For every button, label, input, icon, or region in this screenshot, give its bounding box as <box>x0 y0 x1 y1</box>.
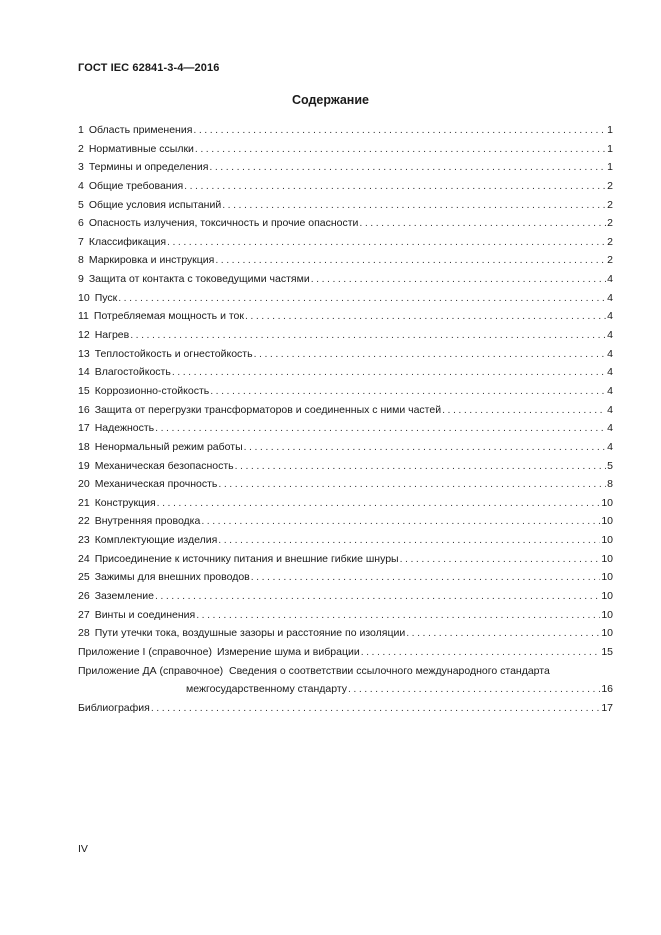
leader-dots <box>118 289 606 308</box>
leader-dots <box>311 270 606 289</box>
toc-items <box>78 121 613 643</box>
toc-item[interactable] <box>78 251 613 270</box>
toc-item[interactable] <box>78 606 613 625</box>
toc-item[interactable] <box>78 214 613 233</box>
leader-dots <box>348 680 600 699</box>
section-title: Пути утечки тока, воздушные зазоры и расстояние по изоляции <box>94 627 406 640</box>
section-title: Пуск <box>94 291 118 304</box>
leader-dots <box>235 457 607 476</box>
section-title: Комплектующие изделия <box>94 534 218 547</box>
section-title: Маркировка и инструкция <box>88 254 215 267</box>
section-title: Коррозионно-стойкость <box>94 384 210 397</box>
section-number: 3 <box>78 161 84 174</box>
section-title: Область применения <box>88 124 193 136</box>
leader-dots <box>361 643 601 662</box>
page-ref: 4 <box>607 347 613 360</box>
toc-item[interactable] <box>78 307 613 326</box>
section-number: 25 <box>78 571 90 584</box>
page-ref: 10 <box>601 608 613 621</box>
section-title: Общие условия испытаний <box>88 198 222 211</box>
section-number: 9 <box>78 273 84 286</box>
leader-dots <box>201 512 600 531</box>
leader-dots <box>406 624 600 643</box>
page-ref: 4 <box>607 422 613 435</box>
page-number: IV <box>78 843 88 855</box>
page-ref: 10 <box>601 534 613 547</box>
toc-item[interactable] <box>78 568 613 587</box>
annex-title-line2: межгосударственному стандарту <box>186 683 347 696</box>
leader-dots <box>157 494 601 513</box>
page-ref: 4 <box>607 329 613 342</box>
leader-dots <box>172 363 606 382</box>
leader-dots <box>254 345 607 364</box>
section-number: 15 <box>78 384 90 397</box>
section-number: 4 <box>78 179 84 192</box>
section-number: 22 <box>78 515 90 528</box>
section-number: 18 <box>78 440 90 453</box>
annex-label: Приложение I (справочное) <box>78 645 212 658</box>
section-number: 27 <box>78 608 90 621</box>
leader-dots <box>218 531 600 550</box>
toc-item[interactable] <box>78 158 613 177</box>
section-title: Нормативные ссылки <box>88 142 194 155</box>
leader-dots <box>155 587 600 606</box>
toc-item[interactable] <box>78 177 613 196</box>
section-title: Присоединение к источнику питания и внешние гибкие шнуры <box>94 552 399 565</box>
page-ref: 17 <box>601 701 613 714</box>
section-title: Механическая безопасность <box>94 459 234 472</box>
leader-dots <box>245 307 606 326</box>
leader-dots <box>130 326 606 345</box>
toc-title: Содержание <box>291 93 369 107</box>
toc-item[interactable] <box>78 419 613 438</box>
toc-item[interactable] <box>78 363 613 382</box>
toc-annex-da[interactable] <box>78 662 613 699</box>
leader-dots <box>196 606 600 625</box>
section-number: 20 <box>78 478 90 491</box>
section-title: Термины и определения <box>88 161 209 174</box>
page-ref: 10 <box>601 552 613 565</box>
page-ref: 1 <box>607 124 613 136</box>
leader-dots <box>218 475 606 494</box>
toc-item[interactable] <box>78 494 613 513</box>
section-number: 13 <box>78 347 90 360</box>
toc-item[interactable] <box>78 233 613 252</box>
toc-item[interactable] <box>78 550 613 569</box>
section-title: Конструкция <box>94 496 156 509</box>
page-ref: 2 <box>607 254 613 267</box>
toc-item[interactable] <box>78 512 613 531</box>
toc-item[interactable] <box>78 270 613 289</box>
page-ref: 1 <box>607 142 613 155</box>
page-ref: 1 <box>607 161 613 174</box>
toc-item[interactable] <box>78 140 613 159</box>
section-title: Защита от перегрузки трансформаторов и соединенных с ними частей <box>94 403 442 416</box>
section-title: Защита от контакта с токоведущими частями <box>88 273 310 286</box>
leader-dots <box>167 233 606 252</box>
section-title: Теплостойкость и огнестойкость <box>94 347 253 360</box>
page-ref: 10 <box>601 515 613 528</box>
table-of-contents <box>78 121 613 718</box>
section-number: 17 <box>78 422 90 435</box>
document-id: ГОСТ IEC 62841-3-4—2016 <box>78 62 220 74</box>
section-number: 7 <box>78 235 84 248</box>
toc-item[interactable] <box>78 401 613 420</box>
page-ref: 5 <box>607 459 613 472</box>
leader-dots <box>209 158 606 177</box>
section-title: Винты и соединения <box>94 608 196 621</box>
section-title: Зажимы для внешних проводов <box>94 571 250 584</box>
page-ref: 2 <box>607 217 613 230</box>
leader-dots <box>193 121 606 140</box>
annex-title-line1: Сведения о соответствии ссылочного международного стандарта <box>229 664 550 677</box>
leader-dots <box>151 699 600 718</box>
section-number: 23 <box>78 534 90 547</box>
leader-dots <box>359 214 606 233</box>
leader-dots <box>155 419 606 438</box>
section-title: Классификация <box>88 235 167 248</box>
section-number: 19 <box>78 459 90 472</box>
section-title: Надежность <box>94 422 155 435</box>
section-title: Внутренняя проводка <box>94 515 201 528</box>
annex-label: Приложение ДА (справочное) <box>78 664 224 677</box>
section-title: Ненормальный режим работы <box>94 440 243 453</box>
leader-dots <box>184 177 606 196</box>
page-ref: 10 <box>601 496 613 509</box>
toc-item[interactable] <box>78 624 613 643</box>
toc-bibliography[interactable] <box>78 699 613 718</box>
section-title: Опасность излучения, токсичность и прочие опасности <box>88 217 359 230</box>
page-ref: 2 <box>607 179 613 192</box>
page-ref: 10 <box>601 571 613 584</box>
page-ref: 16 <box>601 683 613 696</box>
toc-item[interactable] <box>78 121 613 140</box>
leader-dots <box>400 550 601 569</box>
section-number: 14 <box>78 366 90 379</box>
toc-item[interactable] <box>78 531 613 550</box>
section-title: Нагрев <box>94 329 130 342</box>
page-ref: 4 <box>607 403 613 416</box>
toc-item[interactable] <box>78 587 613 606</box>
section-number: 1 <box>78 124 84 136</box>
page-ref: 4 <box>607 310 613 323</box>
toc-item[interactable] <box>78 438 613 457</box>
section-number: 11 <box>78 310 89 323</box>
section-title: Заземление <box>94 590 154 603</box>
toc-item[interactable] <box>78 196 613 215</box>
page-ref: 4 <box>607 384 613 397</box>
leader-dots <box>210 382 606 401</box>
toc-annex-i[interactable] <box>78 643 613 662</box>
leader-dots <box>442 401 606 420</box>
section-number: 2 <box>78 142 84 155</box>
section-number: 24 <box>78 552 90 565</box>
page-ref: 4 <box>607 291 613 304</box>
page-ref: 2 <box>607 235 613 248</box>
toc-item[interactable] <box>78 289 613 308</box>
section-title: Потребляемая мощность и ток <box>93 310 244 323</box>
section-number: 12 <box>78 329 90 342</box>
section-number: 10 <box>78 291 90 304</box>
annex-title: Измерение шума и вибрации <box>216 645 360 658</box>
toc-item[interactable] <box>78 326 613 345</box>
section-title: Механическая прочность <box>94 478 218 491</box>
toc-item[interactable] <box>78 475 613 494</box>
page-ref: 4 <box>607 440 613 453</box>
section-title: Общие требования <box>88 179 184 192</box>
leader-dots <box>244 438 607 457</box>
leader-dots <box>222 196 606 215</box>
leader-dots <box>215 251 606 270</box>
bibliography-title: Библиография <box>78 701 150 714</box>
leader-dots <box>195 140 606 159</box>
page-ref: 8 <box>607 478 613 491</box>
section-number: 8 <box>78 254 84 267</box>
leader-dots <box>251 568 601 587</box>
section-number: 21 <box>78 496 90 509</box>
section-number: 5 <box>78 198 84 211</box>
page-ref: 4 <box>607 273 613 286</box>
page-ref: 15 <box>601 645 613 658</box>
section-number: 26 <box>78 590 90 603</box>
section-number: 28 <box>78 627 90 640</box>
toc-item[interactable] <box>78 345 613 364</box>
page-ref: 4 <box>607 366 613 379</box>
page-ref: 2 <box>607 198 613 211</box>
section-number: 6 <box>78 217 84 230</box>
toc-item[interactable] <box>78 457 613 476</box>
page-ref: 10 <box>601 590 613 603</box>
toc-item[interactable] <box>78 382 613 401</box>
page-ref: 10 <box>601 627 613 640</box>
section-title: Влагостойкость <box>94 366 171 379</box>
section-number: 16 <box>78 403 90 416</box>
